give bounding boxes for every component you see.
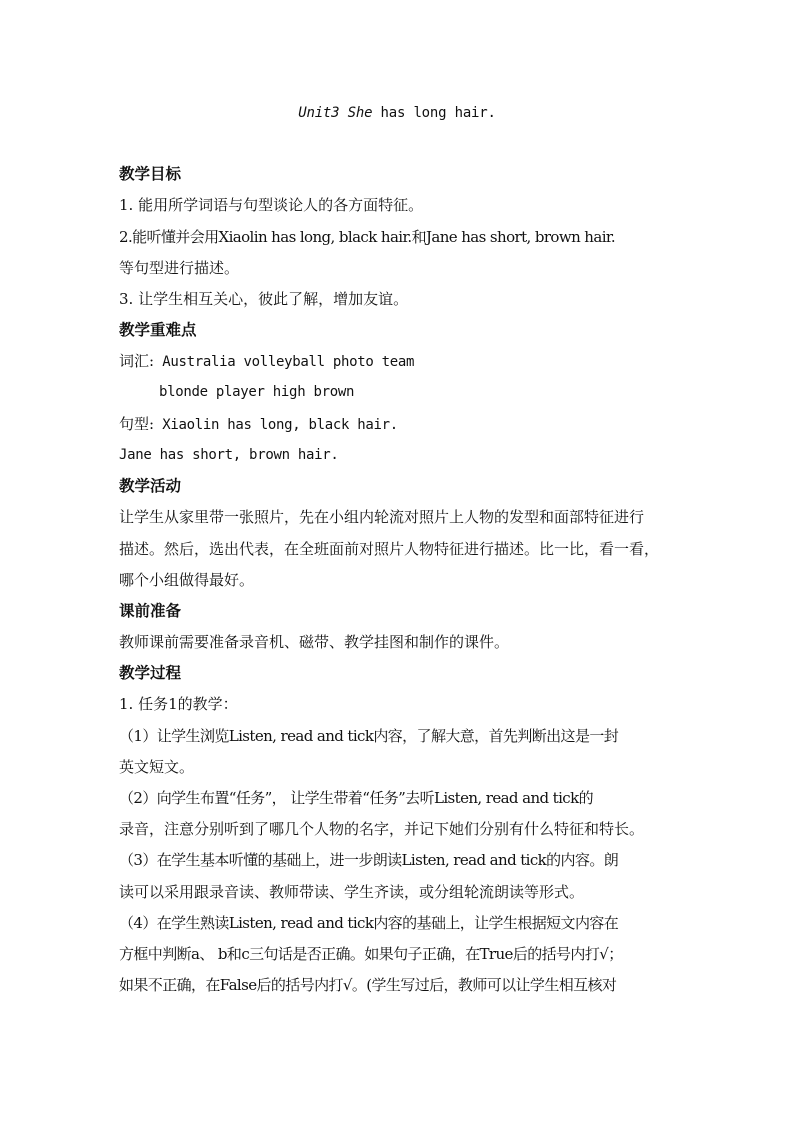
objectives-heading: 教学目标 bbox=[119, 164, 182, 183]
prep-line-1: 教师课前需要准备录音机、磁带、教学挂图和制作的课件。 bbox=[119, 633, 510, 651]
pattern-line-2: Jane has short, brown hair. bbox=[119, 447, 339, 463]
step-2-line-2: 录音，注意分别听到了哪几个人物的名字，并记下她们分别有什么特征和特长。 bbox=[119, 820, 645, 838]
step-3-line-1: （3）在学生基本听懂的基础上，进一步朗读Listen, read and tick的内容。朗 bbox=[119, 851, 619, 869]
vocab-label: 词汇: bbox=[119, 352, 155, 370]
vocab-line-2: blonde player high brown bbox=[159, 384, 355, 400]
objective-2-line-1: 2.能听懂并会用Xiaolin has long, black hair.和Jane has short, brown hair. bbox=[119, 228, 615, 246]
objective-3: 3. 让学生相互关心，彼此了解，增加友谊。 bbox=[119, 290, 409, 308]
process-heading: 教学过程 bbox=[119, 663, 182, 682]
step-1-line-2: 英文短文。 bbox=[119, 758, 195, 776]
activity-heading: 教学活动 bbox=[119, 476, 182, 495]
objective-1: 1. 能用所学词语与句型谈论人的各方面特征。 bbox=[119, 196, 424, 214]
keypoints-heading: 教学重难点 bbox=[119, 320, 197, 339]
step-3-line-2: 读可以采用跟录音读、教师带读、学生齐读，或分组轮流朗读等形式。 bbox=[119, 883, 585, 901]
pattern-line-1 bbox=[119, 414, 679, 435]
activity-line-3: 哪个小组做得最好。 bbox=[119, 571, 255, 589]
step-4-line-3: 如果不正确，在False后的括号内打√。(学生写过后，教师可以让学生相互核对 bbox=[119, 976, 617, 994]
vocab-words-1: Australia volleyball photo team bbox=[154, 354, 415, 370]
step-1-line-1: （1）让学生浏览Listen, read and tick内容，了解大意，首先判断出这是一封 bbox=[119, 727, 619, 745]
task-1-title: 1. 任务1的教学： bbox=[119, 695, 238, 713]
pattern-label: 句型: bbox=[119, 415, 155, 433]
activity-line-1: 让学生从家里带一张照片，先在小组内轮流对照片上人物的发型和面部特征进行 bbox=[119, 508, 645, 526]
step-2-line-1: （2）向学生布置“任务”， 让学生带着“任务”去听Listen, read and tick的 bbox=[119, 789, 593, 807]
objective-2-line-2: 等句型进行描述。 bbox=[119, 259, 240, 277]
step-4-line-2: 方框中判断a、 b和c三句话是否正确。如果句子正确，在True后的括号内打√； bbox=[119, 945, 623, 963]
title-rest-part: has long hair. bbox=[372, 105, 496, 121]
title-unit-part: Unit3 She bbox=[298, 105, 373, 121]
activity-line-2: 描述。然后，选出代表，在全班面前对照片人物特征进行描述。比一比，看一看， bbox=[119, 540, 660, 558]
pattern-sentence-1: Xiaolin has long, black hair. bbox=[154, 417, 398, 433]
document-title bbox=[0, 103, 794, 123]
prep-heading: 课前准备 bbox=[119, 601, 182, 620]
vocab-line-1 bbox=[119, 351, 679, 372]
step-4-line-1: （4）在学生熟读Listen, read and tick内容的基础上，让学生根据短文内容在 bbox=[119, 914, 619, 932]
